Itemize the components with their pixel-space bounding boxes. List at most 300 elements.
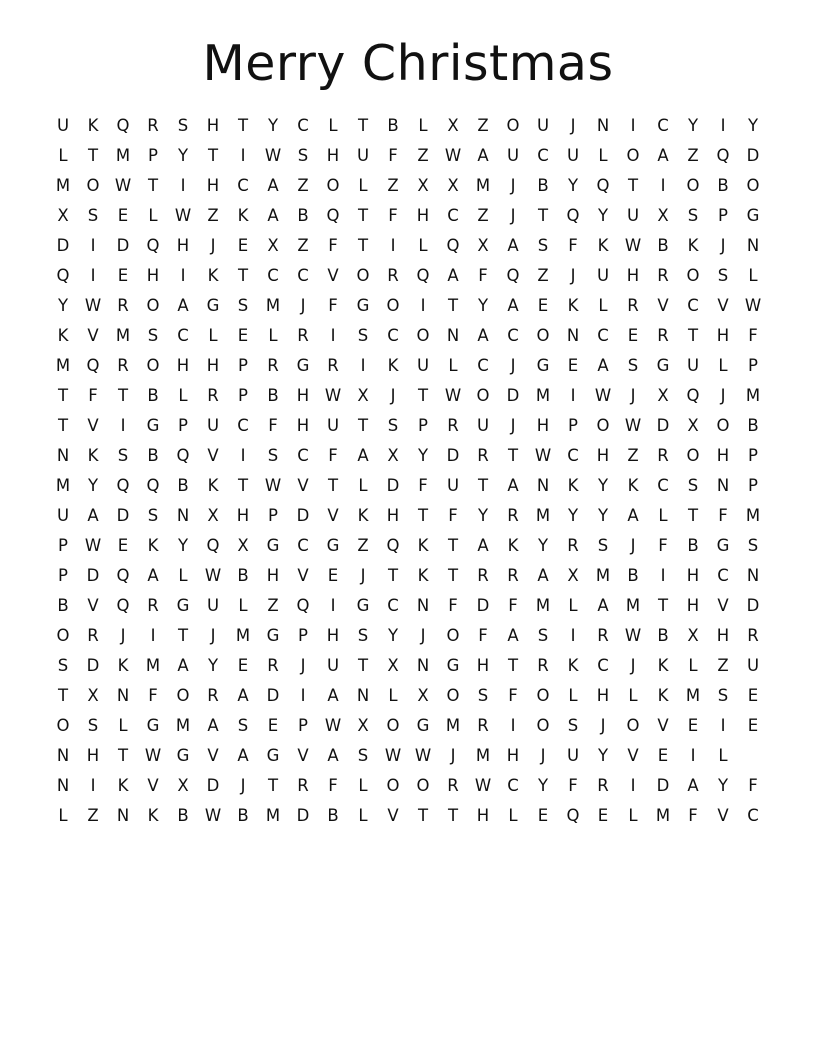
letter-cell: W <box>114 176 132 195</box>
letter-cell: Y <box>597 506 609 525</box>
letter-cell: N <box>416 596 430 615</box>
letter-cell: L <box>118 716 128 735</box>
letter-cell: X <box>237 536 249 555</box>
letter-cell: R <box>147 596 159 615</box>
letter-cell: S <box>147 326 159 345</box>
letter-cell: C <box>507 326 519 345</box>
letter-cell: Y <box>537 776 549 795</box>
letter-cell: I <box>390 236 396 255</box>
letter-cell: A <box>477 326 489 345</box>
letter-cell: J <box>600 716 606 735</box>
letter-cell: N <box>116 686 130 705</box>
letter-cell: K <box>687 236 699 255</box>
letter-cell: L <box>628 806 638 825</box>
letter-cell: I <box>90 266 96 285</box>
letter-cell: F <box>418 476 428 495</box>
letter-cell: O <box>446 626 460 645</box>
letter-cell: S <box>537 236 549 255</box>
letter-cell: Y <box>477 296 489 315</box>
letter-cell: D <box>746 596 760 615</box>
letter-cell: D <box>746 146 760 165</box>
letter-cell: E <box>687 716 699 735</box>
letter-cell: W <box>204 806 222 825</box>
letter-cell: O <box>626 716 640 735</box>
letter-cell: R <box>267 356 279 375</box>
letter-cell: R <box>147 116 159 135</box>
letter-cell: J <box>360 566 366 585</box>
letter-cell: E <box>237 326 249 345</box>
letter-cell: K <box>57 326 69 345</box>
letter-cell: B <box>57 596 69 615</box>
letter-cell: H <box>506 746 520 765</box>
letter-cell: W <box>144 746 162 765</box>
letter-cell: I <box>330 596 336 615</box>
letter-cell: Y <box>57 296 69 315</box>
letter-cell: T <box>207 146 219 165</box>
letter-cell: S <box>57 656 69 675</box>
letter-cell: Q <box>116 596 130 615</box>
letter-cell: O <box>536 686 550 705</box>
letter-cell: Q <box>326 206 340 225</box>
letter-cell: F <box>328 446 338 465</box>
letter-cell: N <box>176 506 190 525</box>
letter-cell: I <box>420 296 426 315</box>
letter-cell: L <box>358 476 368 495</box>
letter-cell: E <box>237 656 249 675</box>
letter-cell: H <box>296 386 310 405</box>
letter-cell: Y <box>537 536 549 555</box>
letter-cell: H <box>176 236 190 255</box>
letter-cell: A <box>237 686 249 705</box>
letter-cell: B <box>267 386 279 405</box>
letter-cell: U <box>626 206 640 225</box>
letter-cell: X <box>417 176 429 195</box>
letter-cell: V <box>87 416 99 435</box>
letter-cell: T <box>327 476 339 495</box>
letter-cell: Q <box>446 236 460 255</box>
letter-cell: H <box>626 266 640 285</box>
letter-cell: X <box>387 656 399 675</box>
letter-cell: I <box>720 116 726 135</box>
letter-cell: A <box>447 266 459 285</box>
letter-cell: G <box>206 296 220 315</box>
letter-cell: M <box>595 566 611 585</box>
letter-cell: Z <box>477 116 489 135</box>
letter-cell: S <box>627 356 639 375</box>
letter-cell: B <box>657 626 669 645</box>
letter-cell: G <box>356 596 370 615</box>
letter-cell: O <box>386 296 400 315</box>
letter-cell: N <box>56 776 70 795</box>
letter-cell: F <box>688 806 698 825</box>
letter-cell: A <box>597 596 609 615</box>
letter-cell: U <box>446 476 460 495</box>
letter-cell: G <box>716 536 730 555</box>
letter-cell: V <box>657 296 669 315</box>
letter-cell: V <box>297 566 309 585</box>
letter-cell: W <box>414 746 432 765</box>
letter-cell: Q <box>386 536 400 555</box>
letter-cell: M <box>265 806 281 825</box>
letter-cell: D <box>296 506 310 525</box>
letter-cell: M <box>475 176 491 195</box>
letter-cell: L <box>178 386 188 405</box>
letter-cell: W <box>204 566 222 585</box>
letter-cell: G <box>356 296 370 315</box>
letter-cell: V <box>207 446 219 465</box>
letter-cell: S <box>477 686 489 705</box>
letter-cell: X <box>567 566 579 585</box>
letter-cell: F <box>148 686 158 705</box>
letter-cell: L <box>238 596 248 615</box>
letter-cell: Z <box>417 146 429 165</box>
letter-cell: K <box>117 776 129 795</box>
letter-cell: M <box>655 806 671 825</box>
letter-cell: A <box>147 566 159 585</box>
letter-cell: E <box>597 806 609 825</box>
letter-cell: U <box>506 146 520 165</box>
letter-cell: D <box>446 446 460 465</box>
letter-cell: Q <box>416 266 430 285</box>
letter-cell: E <box>237 236 249 255</box>
letter-cell: F <box>328 296 338 315</box>
letter-cell: R <box>657 266 669 285</box>
letter-cell: A <box>477 536 489 555</box>
letter-cell: M <box>535 596 551 615</box>
letter-cell: A <box>327 746 339 765</box>
letter-cell: V <box>87 596 99 615</box>
letter-cell: Z <box>687 146 699 165</box>
letter-cell: I <box>630 116 636 135</box>
letter-cell: V <box>717 596 729 615</box>
letter-cell: F <box>388 146 398 165</box>
letter-cell: H <box>146 266 160 285</box>
letter-cell: R <box>507 566 519 585</box>
letter-cell: X <box>387 446 399 465</box>
letter-cell: B <box>237 806 249 825</box>
letter-cell: R <box>657 446 669 465</box>
letter-cell: Y <box>417 446 429 465</box>
letter-cell: X <box>267 236 279 255</box>
letter-cell: D <box>296 806 310 825</box>
letter-cell: K <box>87 116 99 135</box>
letter-cell: C <box>717 566 729 585</box>
letter-cell: J <box>510 356 516 375</box>
letter-cell: T <box>237 266 249 285</box>
letter-cell: U <box>326 416 340 435</box>
letter-cell: K <box>117 656 129 675</box>
letter-cell: T <box>507 656 519 675</box>
letter-cell: Q <box>566 206 580 225</box>
letter-cell: D <box>656 776 670 795</box>
letter-cell: H <box>716 446 730 465</box>
letter-cell: B <box>297 206 309 225</box>
letter-cell: T <box>357 116 369 135</box>
letter-cell: O <box>686 266 700 285</box>
letter-cell: T <box>117 746 129 765</box>
letter-cell: A <box>507 296 519 315</box>
letter-cell: O <box>476 386 490 405</box>
letter-cell: D <box>206 776 220 795</box>
letter-cell: L <box>178 566 188 585</box>
letter-cell: D <box>56 236 70 255</box>
letter-cell: H <box>596 446 610 465</box>
letter-cell: J <box>210 626 216 645</box>
letter-cell: W <box>174 206 192 225</box>
letter-cell: O <box>686 176 700 195</box>
letter-cell: A <box>87 506 99 525</box>
letter-cell: G <box>266 536 280 555</box>
letter-cell: B <box>237 566 249 585</box>
letter-cell: J <box>300 296 306 315</box>
letter-cell: Y <box>387 626 399 645</box>
letter-cell: O <box>746 176 760 195</box>
letter-cell: M <box>535 386 551 405</box>
letter-cell: G <box>176 746 190 765</box>
letter-cell: H <box>206 116 220 135</box>
letter-cell: K <box>627 476 639 495</box>
letter-cell: W <box>264 146 282 165</box>
letter-cell: Z <box>267 596 279 615</box>
letter-cell: I <box>720 716 726 735</box>
letter-cell: T <box>507 446 519 465</box>
letter-cell: K <box>207 266 219 285</box>
letter-cell: H <box>686 596 700 615</box>
letter-cell: R <box>387 266 399 285</box>
letter-cell: A <box>597 356 609 375</box>
letter-cell: N <box>566 326 580 345</box>
letter-cell: L <box>748 266 758 285</box>
letter-cell: B <box>327 806 339 825</box>
letter-cell: U <box>56 116 70 135</box>
letter-cell: O <box>416 326 430 345</box>
letter-cell: I <box>180 176 186 195</box>
letter-cell: T <box>57 416 69 435</box>
letter-cell: M <box>55 176 71 195</box>
letter-cell: C <box>597 656 609 675</box>
letter-cell: I <box>630 776 636 795</box>
letter-cell: S <box>267 446 279 465</box>
letter-cell: S <box>357 626 369 645</box>
letter-cell: Z <box>297 176 309 195</box>
letter-cell: Z <box>207 206 219 225</box>
letter-cell: I <box>690 746 696 765</box>
letter-cell: T <box>177 626 189 645</box>
letter-cell: C <box>537 146 549 165</box>
letter-cell: Y <box>477 506 489 525</box>
letter-cell: X <box>687 626 699 645</box>
letter-cell: A <box>267 206 279 225</box>
letter-cell: M <box>235 626 251 645</box>
letter-cell: M <box>55 476 71 495</box>
letter-cell: T <box>687 506 699 525</box>
letter-cell: O <box>386 716 400 735</box>
letter-cell <box>738 741 768 771</box>
letter-cell: C <box>747 806 759 825</box>
letter-cell: F <box>328 236 338 255</box>
letter-cell: K <box>417 536 429 555</box>
letter-cell: L <box>418 236 428 255</box>
letter-cell: H <box>206 356 220 375</box>
letter-cell: W <box>624 626 642 645</box>
letter-cell: G <box>176 596 190 615</box>
letter-cell: L <box>358 176 368 195</box>
letter-cell: R <box>477 446 489 465</box>
letter-cell: A <box>177 296 189 315</box>
letter-cell: J <box>570 116 576 135</box>
letter-cell: M <box>115 326 131 345</box>
letter-cell: H <box>86 746 100 765</box>
letter-cell: V <box>627 746 639 765</box>
letter-cell: T <box>237 476 249 495</box>
letter-cell: C <box>507 776 519 795</box>
letter-cell: J <box>720 236 726 255</box>
letter-cell: Q <box>176 446 190 465</box>
letter-cell: R <box>747 626 759 645</box>
letter-cell: K <box>507 536 519 555</box>
letter-cell: O <box>416 776 430 795</box>
letter-cell: U <box>686 356 700 375</box>
letter-cell: A <box>507 626 519 645</box>
letter-cell: Z <box>717 656 729 675</box>
letter-cell: K <box>567 296 579 315</box>
letter-cell: E <box>567 356 579 375</box>
letter-cell: L <box>718 356 728 375</box>
letter-cell: X <box>207 506 219 525</box>
letter-cell: T <box>357 236 369 255</box>
letter-cell: U <box>416 356 430 375</box>
letter-cell: S <box>297 146 309 165</box>
letter-cell: R <box>327 356 339 375</box>
letter-cell: B <box>627 566 639 585</box>
letter-cell: M <box>625 596 641 615</box>
letter-cell: P <box>298 626 308 645</box>
letter-cell: U <box>746 656 760 675</box>
letter-cell: T <box>447 296 459 315</box>
letter-cell: F <box>718 506 728 525</box>
letter-cell: T <box>477 476 489 495</box>
letter-cell: H <box>476 656 490 675</box>
letter-cell: V <box>87 326 99 345</box>
letter-cell: C <box>447 206 459 225</box>
letter-cell: J <box>720 386 726 405</box>
letter-cell: V <box>717 806 729 825</box>
letter-cell: X <box>657 206 669 225</box>
letter-cell: O <box>56 626 70 645</box>
letter-cell: C <box>297 536 309 555</box>
letter-cell: Y <box>207 656 219 675</box>
letter-cell: S <box>717 686 729 705</box>
letter-cell: J <box>240 776 246 795</box>
letter-cell: J <box>510 176 516 195</box>
letter-cell: S <box>567 716 579 735</box>
letter-cell: Q <box>86 356 100 375</box>
letter-cell: H <box>686 566 700 585</box>
letter-cell: X <box>447 176 459 195</box>
letter-cell: L <box>268 326 278 345</box>
letter-cell: Q <box>116 566 130 585</box>
letter-cell: A <box>687 776 699 795</box>
letter-cell: S <box>387 416 399 435</box>
letter-cell: S <box>177 116 189 135</box>
letter-cell: K <box>567 656 579 675</box>
letter-cell: Z <box>537 266 549 285</box>
letter-cell: U <box>596 266 610 285</box>
letter-cell: T <box>687 326 699 345</box>
letter-cell: I <box>120 416 126 435</box>
letter-cell: V <box>387 806 399 825</box>
letter-cell: B <box>717 176 729 195</box>
letter-cell: Y <box>267 116 279 135</box>
letter-cell: G <box>416 716 430 735</box>
letter-cell: I <box>180 266 186 285</box>
letter-cell: T <box>57 386 69 405</box>
letter-cell: O <box>536 326 550 345</box>
letter-cell: I <box>150 626 156 645</box>
letter-cell: I <box>660 176 666 195</box>
letter-cell: I <box>510 716 516 735</box>
letter-cell: L <box>568 596 578 615</box>
letter-cell: N <box>746 566 760 585</box>
letter-cell: Z <box>477 206 489 225</box>
letter-cell: C <box>687 296 699 315</box>
letter-cell: K <box>357 506 369 525</box>
letter-cell: N <box>446 326 460 345</box>
letter-cell: P <box>748 446 758 465</box>
letter-cell: E <box>657 746 669 765</box>
letter-cell: Y <box>567 506 579 525</box>
letter-cell: F <box>268 416 278 435</box>
letter-cell: S <box>717 266 729 285</box>
letter-cell: H <box>236 506 250 525</box>
letter-cell: P <box>418 416 428 435</box>
letter-cell: U <box>566 146 580 165</box>
letter-cell: C <box>237 416 249 435</box>
letter-cell: T <box>387 566 399 585</box>
letter-cell: A <box>207 716 219 735</box>
letter-cell: B <box>747 416 759 435</box>
letter-cell: G <box>296 356 310 375</box>
letter-cell: O <box>176 686 190 705</box>
letter-cell: X <box>87 686 99 705</box>
letter-cell: U <box>356 146 370 165</box>
letter-cell: R <box>207 386 219 405</box>
letter-cell: V <box>207 746 219 765</box>
letter-cell: M <box>55 356 71 375</box>
letter-cell: M <box>175 716 191 735</box>
letter-cell: L <box>508 806 518 825</box>
letter-cell: H <box>176 356 190 375</box>
letter-cell: G <box>746 206 760 225</box>
letter-cell: O <box>146 296 160 315</box>
letter-cell: F <box>508 686 518 705</box>
letter-cell: F <box>388 206 398 225</box>
letter-cell: Q <box>566 806 580 825</box>
letter-cell: B <box>687 536 699 555</box>
letter-cell: A <box>537 566 549 585</box>
letter-cell: M <box>535 506 551 525</box>
letter-cell: A <box>477 146 489 165</box>
letter-cell: T <box>627 176 639 195</box>
letter-cell: M <box>745 386 761 405</box>
letter-cell: A <box>237 746 249 765</box>
letter-cell: D <box>266 686 280 705</box>
letter-cell: T <box>447 536 459 555</box>
letter-cell: C <box>567 446 579 465</box>
letter-cell: E <box>537 806 549 825</box>
letter-cell: F <box>328 776 338 795</box>
letter-cell: J <box>630 656 636 675</box>
